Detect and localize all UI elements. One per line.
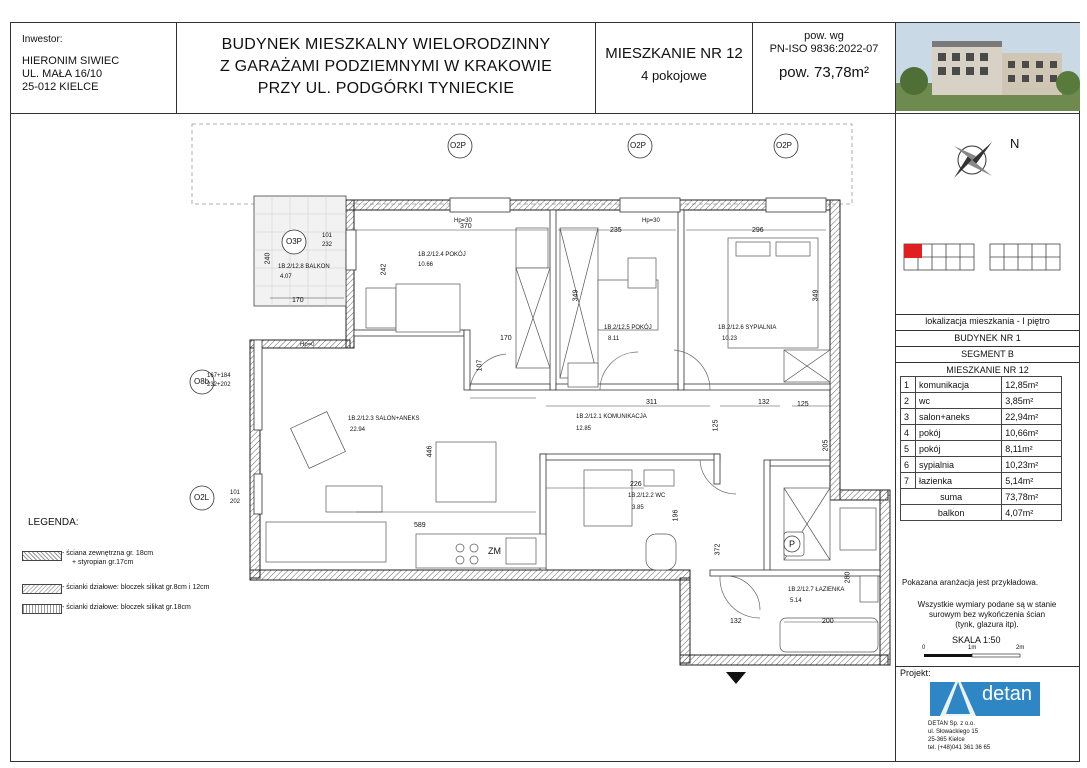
area-norm-line2: PN-ISO 9836:2022-07 [769,43,879,55]
sidebar-line [895,346,1080,347]
building-photo [896,23,1080,111]
dim-hp0: Hp=0 [300,342,315,348]
table-row [901,505,1062,521]
room-area-salon: 22.94 [350,427,366,433]
legend-item-external: - ściana zewnętrzna gr. 18cm [62,550,154,557]
building-title-line3: PRZY UL. PODGÓRKI TYNIECKIE [257,80,515,97]
dim-hp30-b: Hp=30 [642,218,660,224]
zm-label: ZM [488,546,501,556]
dim-372: 372 [714,543,722,556]
investor-label: Inwestor: [22,34,63,45]
table-cell-name: pokój [916,425,1002,441]
key-plan-illustration [900,238,1070,278]
scale-label: SKALA 1:50 [952,635,1001,645]
table-cell-no: 4 [901,425,916,441]
table-cell-name: łazienka [916,473,1002,489]
dim-125-a: 125 [797,401,809,408]
compass [948,136,1008,191]
table-cell-area: 12,85m² [1002,377,1062,393]
investor-name: HIERONIM SIWIEC [22,55,120,67]
dim-205: 205 [822,439,830,452]
dim-125-b: 125 [712,419,720,432]
compass-icon [948,136,1008,186]
dim-170: 170 [500,335,512,342]
legend-title: LEGENDA: [28,517,79,528]
room-code-sypialnia: 1B.2/12.6 SYPIALNIA [718,325,777,331]
table-row [901,473,1062,489]
sum-value: 73,78m² [1002,489,1062,505]
table-row [901,409,1062,425]
table-row [901,441,1062,457]
balcony-label: balkon [901,505,1002,521]
scale-1: 1m [968,645,977,651]
table-row [901,393,1062,409]
dim-242: 242 [380,263,388,276]
table-cell-area: 22,94m² [1002,409,1062,425]
legend-item-internal-thick: - ścianki działowe: bloczek silikat gr.18cm [62,604,191,611]
table-cell-name: salon+aneks [916,409,1002,425]
sum-label: suma [901,489,1002,505]
dim-349-a: 349 [572,289,580,302]
room-code-salon: 1B.2/12.3 SALON+ANEKS [348,416,420,422]
table-cell-area: 10,66m² [1002,425,1062,441]
floor-plan [180,118,892,688]
location-segment: SEGMENT B [961,349,1014,359]
investor-street: UL. MAŁA 16/10 [22,68,103,80]
room-area-lazienka: 5.14 [790,598,802,604]
table-cell-no: 6 [901,457,916,473]
balcony-outline [192,124,852,204]
sidebar-divider [895,22,896,762]
sidebar-line [895,666,1080,667]
dim-589: 589 [414,522,426,529]
dim-311: 311 [646,399,658,406]
table-cell-name: komunikacja [916,377,1002,393]
location-building: BUDYNEK NR 1 [954,333,1021,343]
dim-o2l-2: 202 [230,499,241,505]
location-apartment: MIESZKANIE NR 12 [946,365,1029,375]
dim-196: 196 [672,509,680,522]
note-dimensions-line2: surowym bez wykończenia ścian [928,610,1046,619]
window-label-o8b: O8b [194,377,210,386]
note-dimensions-line1: Wszystkie wymiary podane są w stanie [917,600,1057,609]
room-area-wc: 3.85 [632,505,644,511]
room-code-balkon: 1B.2/12.8 BALKON [278,264,330,270]
table-row [901,457,1062,473]
legend-swatch-internal-thin [22,584,62,594]
dim-o2l-1: 101 [230,490,241,496]
key-plan [900,238,1070,283]
sidebar-line [895,314,1080,315]
legend-item-internal-thin: - ścianki działowe: bloczek silikat gr.8cm i 12cm [62,584,210,591]
investor-city: 25-012 KIELCE [22,81,99,93]
dim-o8b-2: 232+202 [207,382,231,388]
dim-132-b: 132 [730,618,742,625]
table-cell-name: sypialnia [916,457,1002,473]
building-title [178,34,594,100]
table-cell-area: 3,85m² [1002,393,1062,409]
dim-280: 280 [844,571,852,584]
scale-0: 0 [922,645,926,651]
company-street: ul. Słowackiego 15 [928,729,979,735]
window-label-o2l: O2L [194,493,210,502]
table-cell-name: pokój [916,441,1002,457]
legend-item-insulation: + styropian gr.17cm [72,559,134,566]
dim-hp30-a: Hp=30 [454,218,472,224]
entrance-arrow-icon [726,672,746,684]
room-area-table [900,376,1062,521]
room-code-wc: 1B.2/12.2 WC [628,493,666,499]
dim-o3p-2: 232 [322,242,333,248]
window-label-o2p-1: O2P [450,141,467,150]
building-title-line2: Z GARAŻAMI PODZIEMNYMI W KRAKOWIE [220,58,552,75]
room-code-pokoj-2: 1B.2/12.5 POKÓJ [604,325,652,331]
dim-132: 132 [758,399,770,406]
dim-o8b-1: 167+184 [207,373,231,379]
dim-107: 107 [476,359,484,372]
table-cell-area: 10,23m² [1002,457,1062,473]
header-divider [10,113,1080,114]
window-label-o3p: O3P [286,237,303,246]
dim-240: 240 [264,252,272,265]
room-area-pokoj-1: 10.66 [418,262,434,268]
table-cell-no: 2 [901,393,916,409]
table-cell-no: 3 [901,409,916,425]
building-title-line1: BUDYNEK MIESZKALNY WIELORODZINNY [221,36,551,53]
room-area-sypialnia: 10.23 [722,336,738,342]
table-cell-name: wc [916,393,1002,409]
dim-446: 446 [426,445,434,458]
table-row [901,425,1062,441]
room-code-komunikacja: 1B.2/12.1 KOMUNIKACJA [576,414,647,420]
balcony-value: 4,07m² [1002,505,1062,521]
dim-200: 200 [822,618,834,625]
note-dimensions [902,600,1072,630]
header-divider [176,22,177,113]
table-cell-area: 5,14m² [1002,473,1062,489]
dim-226: 226 [630,481,642,488]
table-cell-no: 5 [901,441,916,457]
room-code-pokoj-1: 1B.2/12.4 POKÓJ [418,252,466,258]
room-area-pokoj-2: 8.11 [608,336,620,342]
bathroom-p-label: P [789,539,796,549]
company-name: DETAN Sp. z o.o. [928,721,975,727]
area-norm-line1: pow. wg [804,30,844,42]
table-row [901,377,1062,393]
table-row [901,489,1062,505]
table-cell-no: 1 [901,377,916,393]
location-title: lokalizacja mieszkania - I piętro [925,316,1050,326]
dim-370: 370 [460,223,472,230]
legend-swatch-internal-thick [22,604,62,614]
building-photo-illustration [896,23,1080,111]
apartment-area: pow. 73,78m² [778,64,870,81]
sidebar-line [895,330,1080,331]
table-cell-no: 7 [901,473,916,489]
window-label-o2p-3: O2P [776,141,793,150]
company-city: 25-365 Kielce [928,737,965,743]
legend-swatch-external [22,551,62,561]
note-dimensions-line3: (tynk, glazura itp). [955,620,1019,629]
apartment-name: MIESZKANIE NR 12 [605,45,743,62]
company-details [928,720,990,752]
dim-o3p-1: 101 [322,233,333,239]
logo-text: detan [982,683,1033,705]
dim-296: 296 [752,227,764,234]
scale-2: 2m [1016,645,1025,651]
table-cell-area: 8,11m² [1002,441,1062,457]
room-area-balkon: 4.07 [280,274,292,280]
room-code-lazienka: 1B.2/12.7 ŁAZIENKA [788,587,845,593]
project-label: Projekt: [900,668,931,678]
window-label-o2p-2: O2P [630,141,647,150]
note-arrangement: Pokazana aranżacja jest przykładowa. [902,578,1039,587]
dim-235: 235 [610,227,622,234]
room-area-komunikacja: 12.85 [576,426,592,432]
company-phone: tel. (+48)041 361 36 65 [928,745,991,751]
compass-north-label: N [1010,136,1020,151]
sidebar-line [895,362,1080,363]
apartment-rooms: 4 pokojowe [641,68,707,83]
dim-349-b: 349 [812,289,820,302]
dim-170-balcony: 170 [292,297,304,304]
